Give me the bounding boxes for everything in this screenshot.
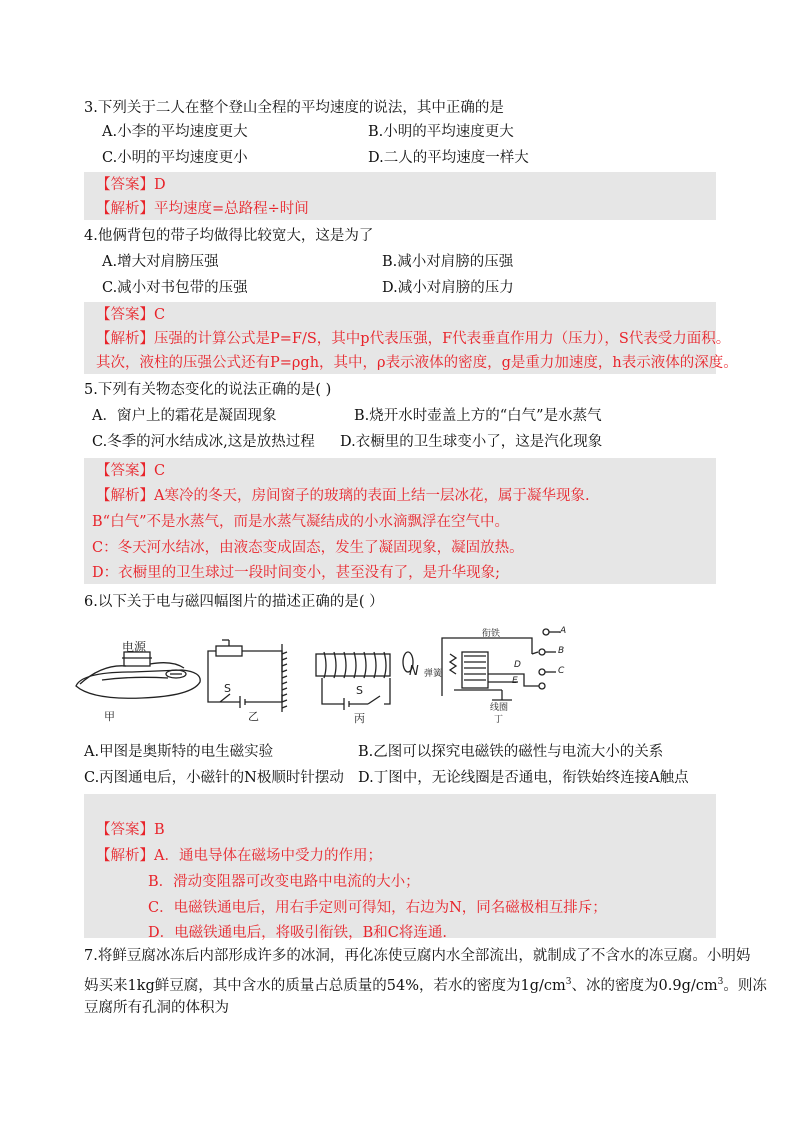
label-d: D	[514, 660, 521, 670]
q5-option-b: B.烧开水时壶盖上方的“白气”是水蒸气	[354, 408, 602, 424]
label-ding: 丁	[494, 715, 504, 725]
q4-analysis-text-2: 其次，液柱的压强公式还有P=ρgh，其中，ρ表示液体的密度，g是重力加速度，h表示液体的深度。	[96, 355, 738, 371]
label-s2: S	[356, 684, 363, 697]
q4-option-d: D.减小对肩膀的压力	[382, 280, 514, 296]
label-b: B	[558, 646, 565, 656]
q4-analysis-line-1	[96, 329, 730, 349]
q4-option-c: C.减小对书包带的压强	[102, 280, 248, 296]
q4-analysis-text-1: 压强的计算公式是P=F/S，其中p代表压强，F代表垂直作用力（压力），S代表受力面积。	[154, 331, 731, 347]
q5-analysis-text-1: A寒冷的冬天，房间窗子的玻璃的表面上结一层冰花，属于凝华现象.	[154, 488, 590, 504]
q6-option-d: D.丁图中，无论线圈是否通电，衔铁始终连接A触点	[358, 770, 689, 786]
q5-analysis-label: 【解析】	[96, 488, 154, 504]
q6-answer: B	[154, 822, 165, 838]
q5-analysis-text-2: B“白气”不是水蒸气，而是水蒸气凝结成的小水滴飘浮在空气中。	[92, 514, 509, 530]
q5-answer: C	[154, 463, 166, 479]
label-yi: 乙	[248, 710, 259, 723]
q3-option-a: A.小李的平均速度更大	[102, 124, 248, 140]
q6-figure	[72, 624, 592, 724]
q5-option-d: D.衣橱里的卫生球变小了，这是汽化现象	[340, 434, 603, 450]
q5-option-c: C.冬季的河水结成冰,这是放热过程	[92, 434, 315, 450]
label-armature: 衔铁	[482, 629, 501, 639]
figure-ding-relay	[442, 629, 560, 700]
q4-answer-label: 【答案】	[96, 307, 154, 323]
q3-stem: 3.下列关于二人在整个登山全程的平均速度的说法，其中正确的是	[84, 100, 504, 116]
q5-analysis-text-3: C：冬天河水结冰，由液态变成固态，发生了凝固现象，凝固放热。	[92, 540, 524, 556]
q6-analysis-text-2: B．滑动变阻器可改变电路中电流的大小；	[148, 874, 420, 890]
label-s1: S	[224, 682, 231, 695]
q3-option-b: B.小明的平均速度更大	[368, 124, 514, 140]
q7-sup-2: 3	[717, 977, 724, 987]
q6-analysis-line-1	[96, 846, 382, 866]
q3-analysis-line	[96, 199, 309, 219]
q3-option-c: C.小明的平均速度更小	[102, 150, 248, 166]
label-spring: 弹簧	[424, 669, 443, 679]
q4-analysis-label: 【解析】	[96, 331, 154, 347]
q5-analysis-text-4: D：衣橱里的卫生球过一段时间变小，甚至没有了，是升华现象;	[92, 565, 501, 581]
q7-stem-part-a: 妈买来1kg鲜豆腐，其中含水的质量占总质量的54%，若水的密度为1g/cm	[84, 977, 566, 994]
q5-stem: 5.下列有关物态变化的说法正确的是( )	[84, 382, 332, 398]
q6-analysis-text-3: C．电磁铁通电后，用右手定则可得知，右边为N，同名磁极相互排斥；	[148, 900, 607, 916]
label-jia: 甲	[104, 710, 115, 723]
label-n: N	[409, 664, 419, 679]
q6-stem: 6.以下关于电与磁四幅图片的描述正确的是( ）	[84, 594, 384, 610]
q5-option-a: A．窗户上的霜花是凝固现象	[92, 408, 277, 424]
q6-answer-line	[96, 820, 165, 840]
q6-answer-label: 【答案】	[96, 822, 154, 838]
q3-analysis-text: 平均速度=总路程÷时间	[154, 201, 309, 217]
q5-answer-line	[96, 461, 165, 481]
q4-stem: 4.他俩背包的带子均做得比较宽大，这是为了	[84, 228, 374, 244]
figure-yi-circuit	[208, 640, 287, 712]
label-c: C	[558, 666, 565, 676]
label-bing: 丙	[354, 712, 365, 725]
label-power: 电源	[122, 640, 147, 654]
q7-sup-1: 3	[565, 977, 572, 987]
q7-stem-line-2	[84, 972, 767, 996]
q3-answer-line	[96, 175, 166, 195]
q3-answer: D	[154, 177, 166, 193]
q6-option-b: B.乙图可以探究电磁铁的磁性与电流大小的关系	[358, 744, 664, 760]
q4-answer-line	[96, 305, 165, 325]
q7-stem-line-1: 7.将鲜豆腐冰冻后内部形成许多的冰洞，再化冻使豆腐内水全部流出，就制成了不含水的冻豆腐。小明妈	[84, 948, 751, 964]
q4-answer: C	[154, 307, 166, 323]
q3-analysis-label: 【解析】	[96, 201, 154, 217]
figure-jia-apparatus	[76, 652, 200, 698]
q3-answer-label: 【答案】	[96, 177, 154, 193]
electromagnetism-figure	[72, 624, 592, 724]
q3-option-d: D.二人的平均速度一样大	[368, 150, 529, 166]
figure-bing-solenoid	[316, 652, 413, 710]
label-e: E	[512, 676, 518, 686]
q4-option-a: A.增大对肩膀压强	[102, 254, 219, 270]
q5-analysis-line-1	[96, 486, 590, 506]
q6-option-c: C.丙图通电后，小磁针的N极顺时针摆动	[84, 770, 344, 786]
q6-analysis-text-4: D．电磁铁通电后，将吸引衔铁，B和C将连通.	[148, 925, 447, 941]
q7-stem-line-3: 豆腐所有孔洞的体积为	[84, 1000, 229, 1016]
q6-analysis-label: 【解析】	[96, 848, 154, 864]
label-coil: 线圈	[490, 703, 509, 713]
q5-answer-label: 【答案】	[96, 463, 154, 479]
q7-stem-part-b: 、冰的密度为0.9g/cm	[571, 977, 718, 994]
q6-analysis-text-1: A．通电导体在磁场中受力的作用；	[154, 848, 382, 864]
q4-option-b: B.减小对肩膀的压强	[382, 254, 514, 270]
q6-option-a: A.甲图是奥斯特的电生磁实验	[84, 744, 274, 760]
q7-stem-part-c: 。则冻	[723, 977, 767, 994]
label-a: A	[560, 626, 567, 636]
